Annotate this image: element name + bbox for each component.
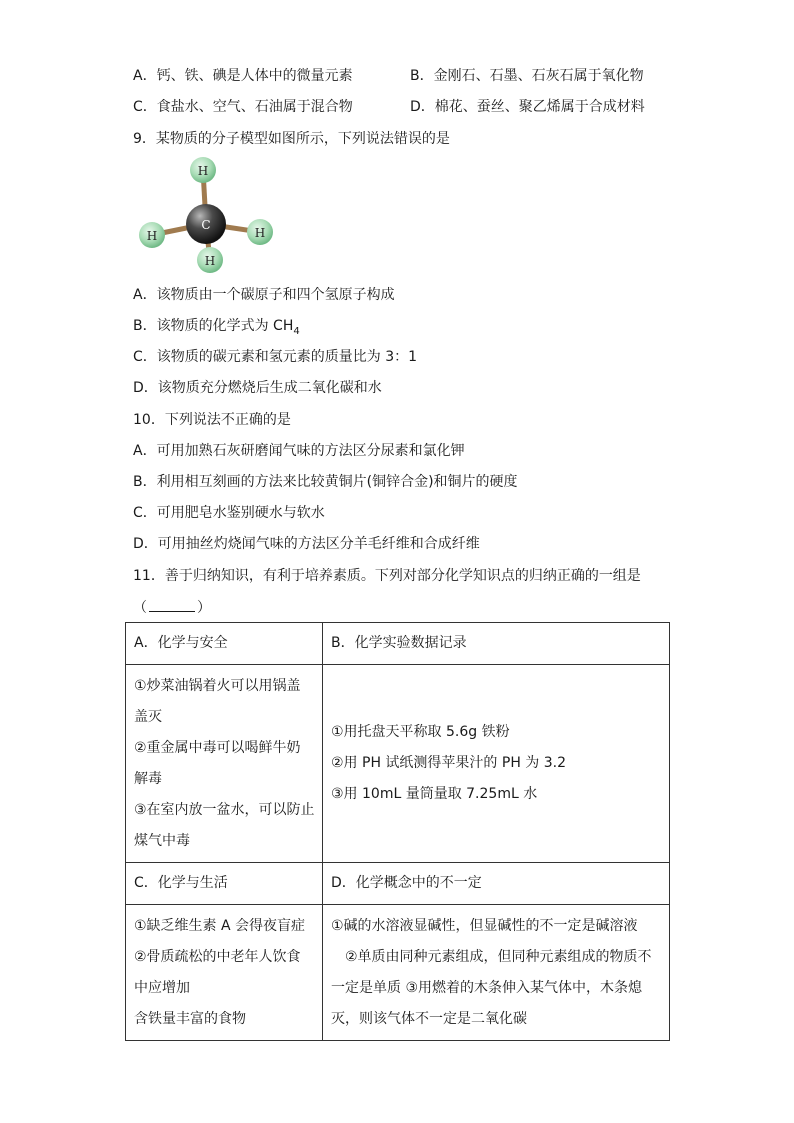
a-line-3: ②重金属中毒可以喝鲜牛奶	[134, 739, 301, 756]
d-line-4: 灭，则该气体不一定是二氧化碳	[331, 1010, 527, 1027]
q9-stem: 9．某物质的分子模型如图所示，下列说法错误的是	[133, 131, 450, 147]
d-line-2: ②单质由同种元素组成，但同种元素组成的物质不	[345, 948, 652, 965]
table-cell-d-body	[323, 905, 670, 1041]
atom-label-h-bottom: H	[204, 254, 216, 268]
q8-option-a: A．钙、铁、碘是人体中的微量元素	[133, 68, 353, 84]
a-line-5: ③在室内放一盆水，可以防止	[134, 801, 315, 818]
q9-option-b	[133, 316, 300, 342]
q8-option-c: C．食盐水、空气、石油属于混合物	[133, 99, 353, 115]
answer-blank-line	[149, 597, 195, 612]
a-line-4: 解毒	[134, 770, 162, 787]
table-cell-a-body	[126, 665, 323, 863]
q10-stem: 10．下列说法不正确的是	[133, 412, 291, 428]
atom-label-c: C	[201, 218, 211, 232]
hydrogen-atom-top	[190, 157, 216, 183]
b-line-3: ③用 10mL 量筒量取 7.25mL 水	[331, 786, 538, 802]
c-line-1: ①缺乏维生素 A 会得夜盲症	[134, 917, 306, 934]
table-cell-b-body	[323, 665, 670, 863]
q9-option-b-subscript: 4	[293, 325, 300, 337]
q9-option-d: D．该物质充分燃烧后生成二氧化碳和水	[133, 380, 382, 396]
methane-molecule-model	[130, 156, 280, 278]
b-line-2: ②用 PH 试纸测得苹果汁的 PH 为 3.2	[331, 755, 567, 771]
hydrogen-atom-bottom	[197, 247, 223, 273]
c-line-2: ②骨质疏松的中老年人饮食	[134, 948, 301, 965]
a-line-6: 煤气中毒	[134, 832, 190, 849]
c-line-4: 含铁量丰富的食物	[134, 1010, 246, 1027]
d-line-3: 一定是单质 ③用燃着的木条伸入某气体中，木条熄	[331, 979, 642, 996]
q10-option-c: C．可用肥皂水鉴别硬水与软水	[133, 505, 325, 521]
q11-stem: 11．善于归纳知识，有利于培养素质。下列对部分化学知识点的归纳正确的一组是	[133, 568, 641, 584]
q11-paren-open: （	[133, 600, 147, 616]
q9-option-a: A．该物质由一个碳原子和四个氢原子构成	[133, 287, 395, 303]
q11-paren-close: ）	[197, 600, 211, 616]
table-cell-b-head: B．化学实验数据记录	[323, 623, 670, 665]
d-line-1: ①碱的水溶液显碱性，但显碱性的不一定是碱溶液	[331, 917, 638, 934]
atom-label-h-top: H	[197, 164, 209, 178]
atom-label-h-right: H	[254, 226, 266, 240]
q10-option-b: B．利用相互刻画的方法来比较黄铜片(铜锌合金)和铜片的硬度	[133, 474, 518, 490]
table-cell-a-head: A．化学与安全	[126, 623, 323, 665]
b-line-1: ①用托盘天平称取 5.6g 铁粉	[331, 724, 510, 740]
q9-option-c: C．该物质的碳元素和氢元素的质量比为 3：1	[133, 349, 418, 365]
q11-options-table	[125, 622, 670, 1041]
table-cell-d-head: D．化学概念中的不一定	[323, 863, 670, 905]
a-line-2: 盖灭	[134, 708, 162, 725]
hydrogen-atom-left	[139, 222, 165, 248]
atom-label-h-left: H	[146, 229, 158, 243]
carbon-atom	[186, 204, 226, 244]
a-line-1: ①炒菜油锅着火可以用锅盖	[134, 677, 301, 694]
q10-option-a: A．可用加熟石灰研磨闻气味的方法区分尿素和氯化钾	[133, 443, 465, 459]
q8-option-d: D．棉花、蚕丝、聚乙烯属于合成材料	[410, 99, 645, 115]
q10-option-d: D．可用抽丝灼烧闻气味的方法区分羊毛纤维和合成纤维	[133, 536, 480, 552]
q8-option-b: B．金刚石、石墨、石灰石属于氧化物	[410, 68, 644, 84]
q9-option-b-text: B．该物质的化学式为 CH	[133, 318, 294, 334]
c-line-3: 中应增加	[134, 979, 190, 996]
hydrogen-atom-right	[247, 219, 273, 245]
table-cell-c-head: C．化学与生活	[126, 863, 323, 905]
q11-answer-blank	[133, 597, 211, 618]
table-cell-c-body	[126, 905, 323, 1041]
